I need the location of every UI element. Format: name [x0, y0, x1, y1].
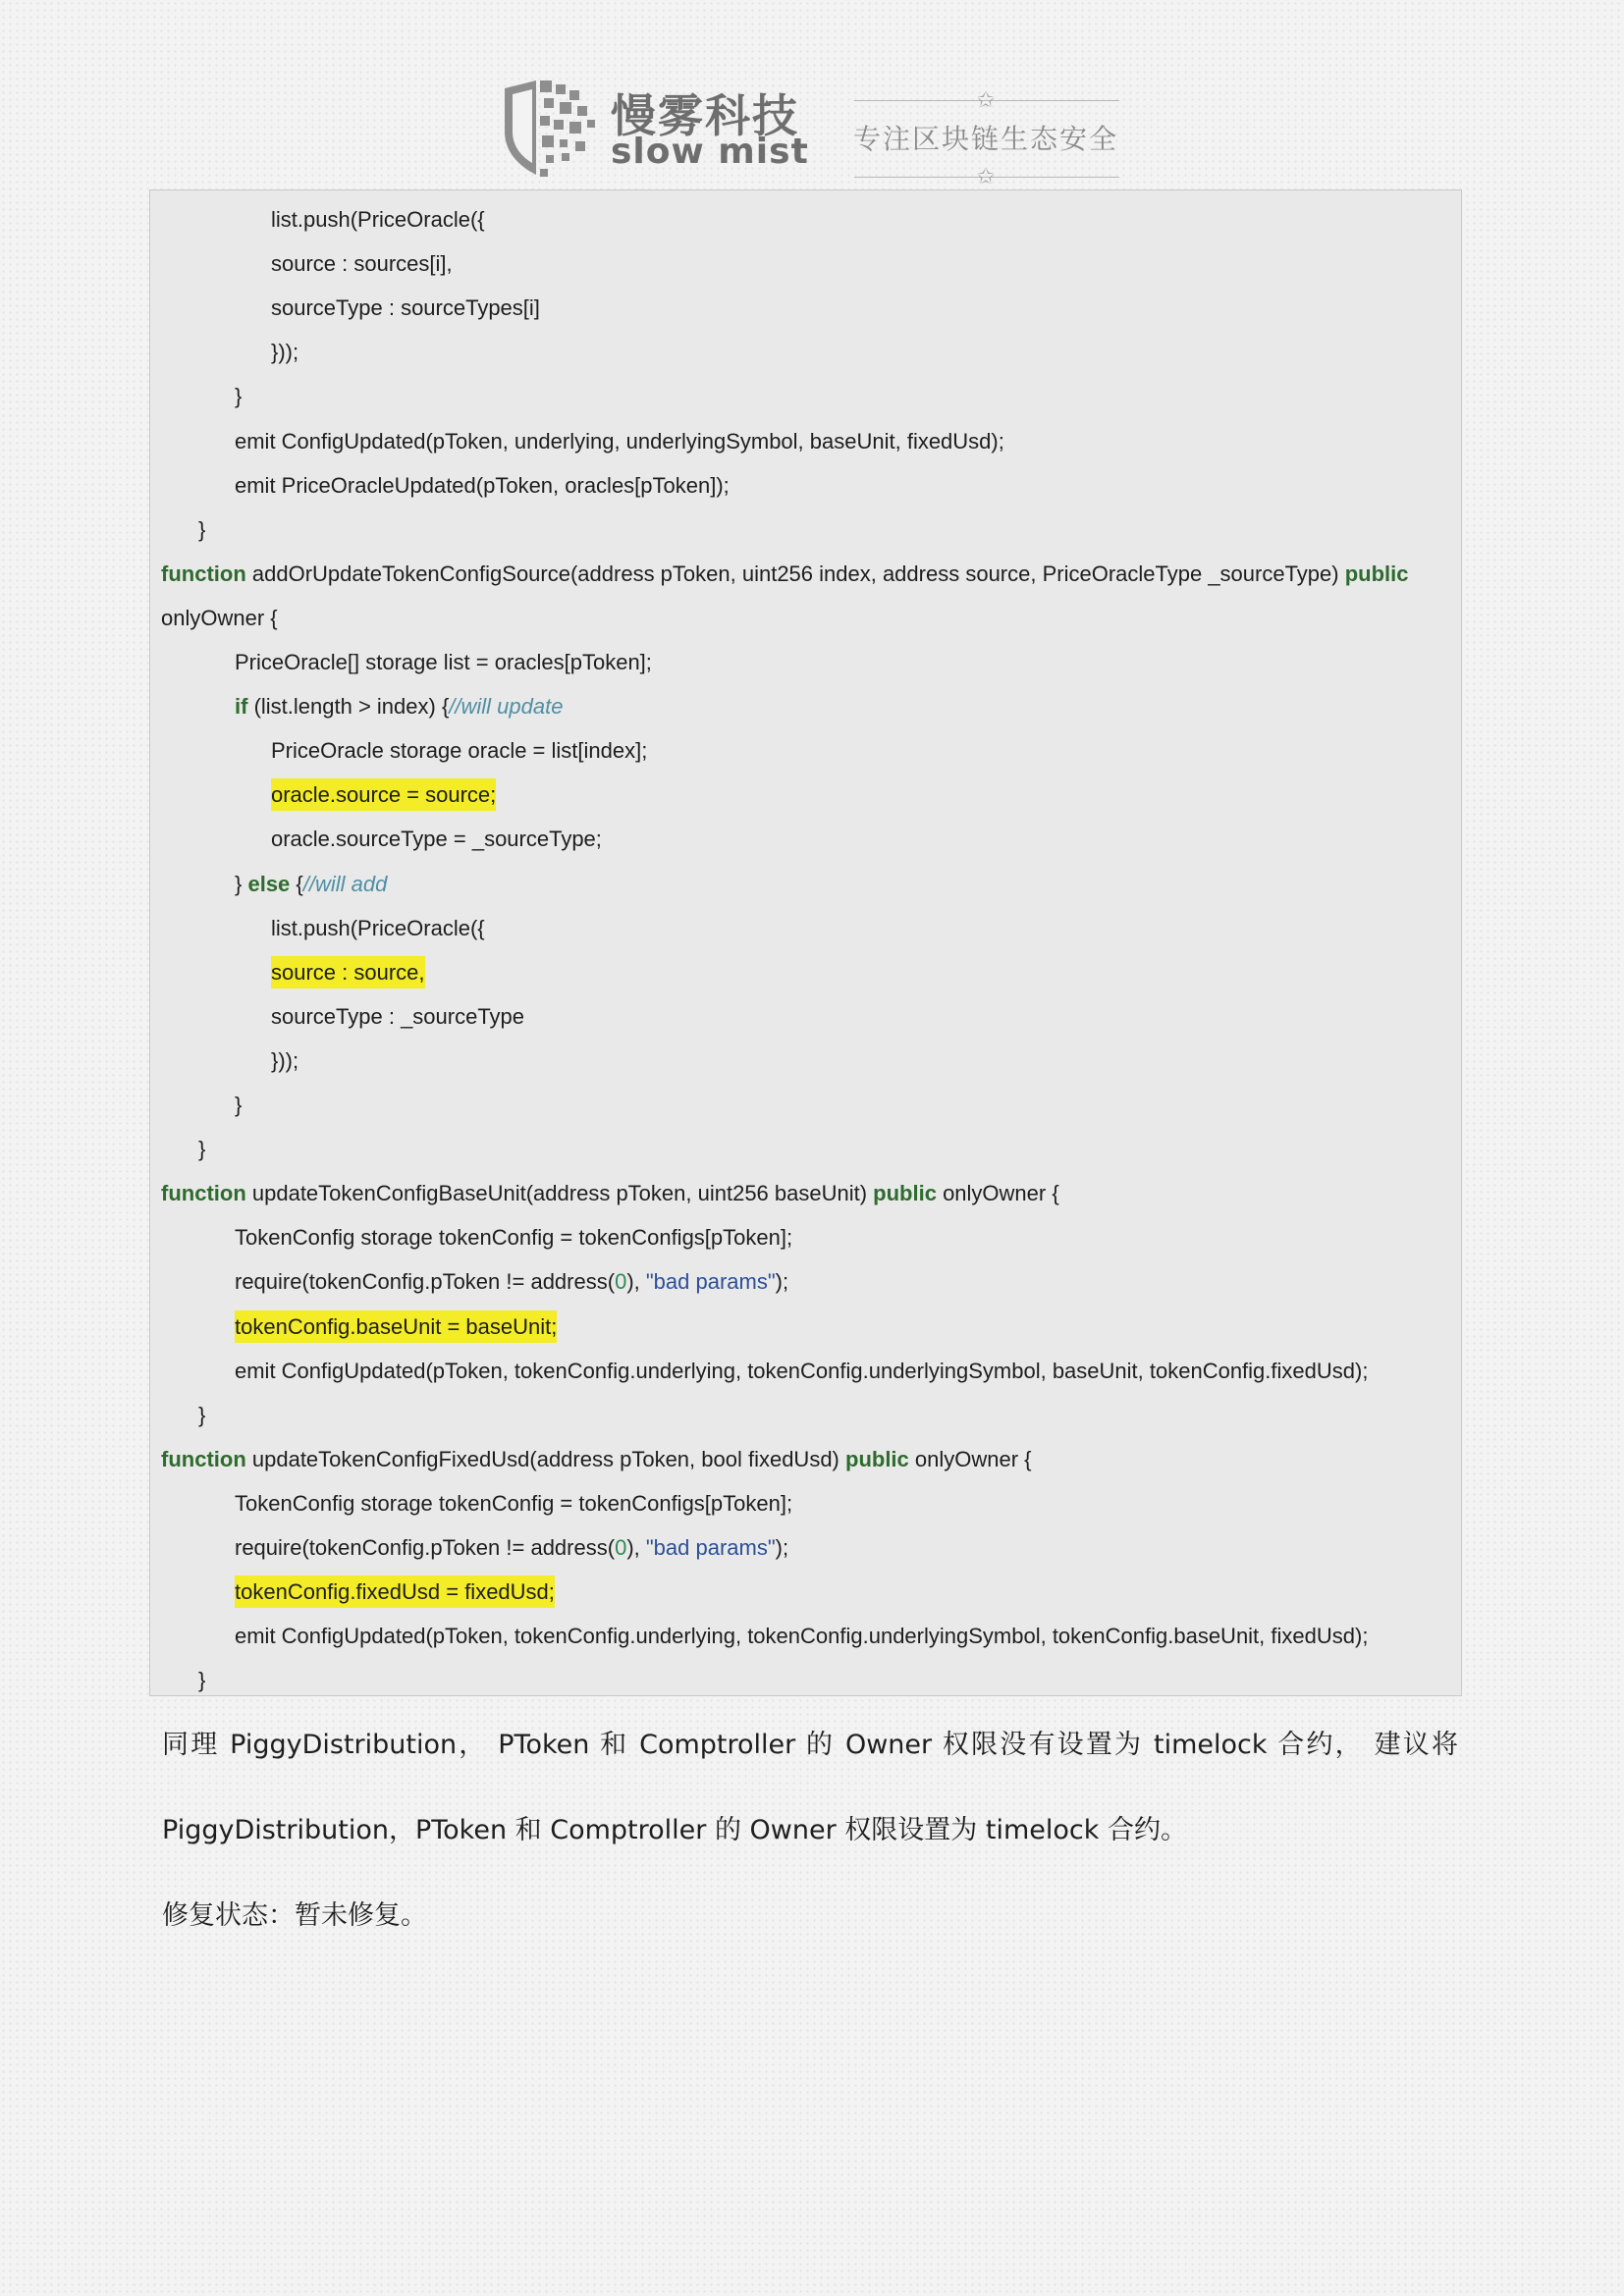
code-token: list.push(PriceOracle({ [271, 207, 485, 232]
code-line [198, 1665, 205, 1696]
code-token: TokenConfig storage tokenConfig = tokenConfigs[pToken]; [235, 1225, 793, 1251]
code-token: PriceOracle storage oracle = list[index]; [271, 738, 648, 764]
code-line [161, 1444, 1032, 1475]
highlighted-code: tokenConfig.baseUnit = baseUnit; [235, 1310, 557, 1343]
code-token: onlyOwner { [161, 605, 278, 630]
code-line [235, 691, 563, 722]
code-line [235, 1356, 1368, 1387]
brand-name-cn: 慢雾科技 [611, 89, 799, 142]
code-line [235, 1222, 792, 1254]
code-token: emit PriceOracleUpdated(pToken, oracles[pToken]); [235, 472, 730, 498]
code-line [235, 1311, 557, 1343]
code-token: source : sources[i], [271, 251, 453, 277]
code-token: emit ConfigUpdated(pToken, tokenConfig.underlying, tokenConfig.underlyingSymbol, baseUnit, tokenConfig.fixedUsd); [235, 1358, 1369, 1383]
code-token: ); [775, 1269, 789, 1295]
code-token: require(tokenConfig.pToken != address( [235, 1269, 616, 1295]
code-line [271, 248, 453, 280]
code-line [235, 869, 387, 900]
code-line [161, 559, 1409, 590]
code-line [235, 1532, 788, 1564]
code-line [198, 514, 205, 546]
code-token: } [198, 1402, 206, 1427]
code-token: } [235, 871, 248, 896]
slowmist-shield-logo-icon [497, 77, 607, 183]
star-icon: ✩ [976, 165, 996, 189]
code-token: })); [271, 1047, 299, 1073]
code-line [235, 1090, 242, 1121]
code-keyword: public [845, 1446, 909, 1471]
code-line [271, 779, 496, 811]
code-token: require(tokenConfig.pToken != address( [235, 1535, 616, 1560]
brand-name-en: slow mist [611, 132, 809, 172]
body-paragraph-line-1: 同理 PiggyDistribution， PToken 和 Comptroller 的 Owner 权限没有设置为 timelock 合约， 建议将 [162, 1730, 1458, 1760]
highlighted-code: oracle.source = source; [271, 778, 496, 811]
code-token: updateTokenConfigBaseUnit(address pToken, uint256 baseUnit) [245, 1181, 874, 1206]
code-token: onlyOwner { [908, 1446, 1032, 1471]
code-keyword: public [873, 1181, 937, 1206]
code-token: "bad params" [645, 1269, 776, 1295]
slogan-text: 专注区块链生态安全 [852, 123, 1118, 155]
code-token: } [235, 1093, 243, 1117]
code-line [235, 1621, 1368, 1652]
page-header [491, 69, 1139, 187]
code-line [271, 1045, 298, 1077]
code-token: })); [271, 340, 299, 365]
code-line [161, 603, 278, 634]
code-line [235, 1266, 788, 1298]
code-token: { [290, 871, 303, 896]
code-token: TokenConfig storage tokenConfig = tokenConfigs[pToken]; [235, 1490, 793, 1516]
code-comment: //will add [302, 871, 388, 896]
code-keyword: function [161, 1181, 246, 1206]
code-token: sourceType : sourceTypes[i] [271, 295, 540, 321]
code-line [235, 470, 730, 502]
code-keyword: else [247, 871, 291, 896]
code-line [198, 1400, 205, 1431]
code-line [235, 381, 242, 412]
body-paragraph-line-2: PiggyDistribution，PToken 和 Comptroller 的 Owner 权限设置为 timelock 合约。 [162, 1815, 1187, 1845]
fix-status: 修复状态：暂未修复。 [162, 1900, 427, 1931]
code-token: } [235, 384, 243, 409]
code-token: onlyOwner { [936, 1181, 1059, 1206]
code-keyword: public [1344, 561, 1409, 586]
code-line [271, 957, 425, 988]
code-line [271, 204, 485, 236]
code-token: sourceType : _sourceType [271, 1003, 525, 1029]
code-token: addOrUpdateTokenConfigSource(address pToken, uint256 index, address source, PriceOracleType _sourceType) [245, 561, 1345, 586]
code-token: updateTokenConfigFixedUsd(address pToken, bool fixedUsd) [245, 1446, 845, 1471]
code-comment: //will update [449, 694, 564, 720]
code-line [235, 647, 652, 678]
code-line [271, 293, 540, 324]
code-token: list.push(PriceOracle({ [271, 915, 485, 940]
code-keyword: function [161, 1446, 246, 1471]
code-token: 0 [615, 1535, 627, 1560]
code-keyword: if [235, 694, 248, 720]
code-block [149, 189, 1462, 1696]
code-token: emit ConfigUpdated(pToken, tokenConfig.underlying, tokenConfig.underlyingSymbol, tokenConfig.baseUnit, fixedUsd); [235, 1624, 1369, 1649]
code-token: emit ConfigUpdated(pToken, underlying, underlyingSymbol, baseUnit, fixedUsd); [235, 428, 1004, 454]
code-token: ); [775, 1535, 789, 1560]
code-line [235, 426, 1004, 457]
code-token: 0 [615, 1269, 627, 1295]
code-line [235, 1488, 792, 1520]
code-line [271, 1001, 524, 1033]
code-line [271, 913, 485, 944]
highlighted-code: source : source, [271, 956, 425, 988]
star-icon: ✩ [976, 88, 996, 113]
code-token: ), [626, 1269, 646, 1295]
slogan-block [848, 79, 1123, 187]
code-token: } [198, 516, 206, 542]
code-line [198, 1134, 205, 1165]
code-keyword: function [161, 561, 246, 586]
code-token: (list.length > index) { [247, 694, 450, 720]
code-line [271, 735, 647, 767]
code-line [271, 337, 298, 368]
code-line [235, 1576, 555, 1608]
code-token: PriceOracle[] storage list = oracles[pToken]; [235, 650, 652, 674]
code-token: oracle.sourceType = _sourceType; [271, 827, 602, 852]
code-token: "bad params" [645, 1535, 776, 1560]
code-line [271, 824, 602, 855]
code-token: } [198, 1668, 206, 1693]
highlighted-code: tokenConfig.fixedUsd = fixedUsd; [235, 1575, 555, 1608]
code-token: ), [626, 1535, 646, 1560]
code-token: } [198, 1137, 206, 1162]
code-line [161, 1178, 1059, 1209]
